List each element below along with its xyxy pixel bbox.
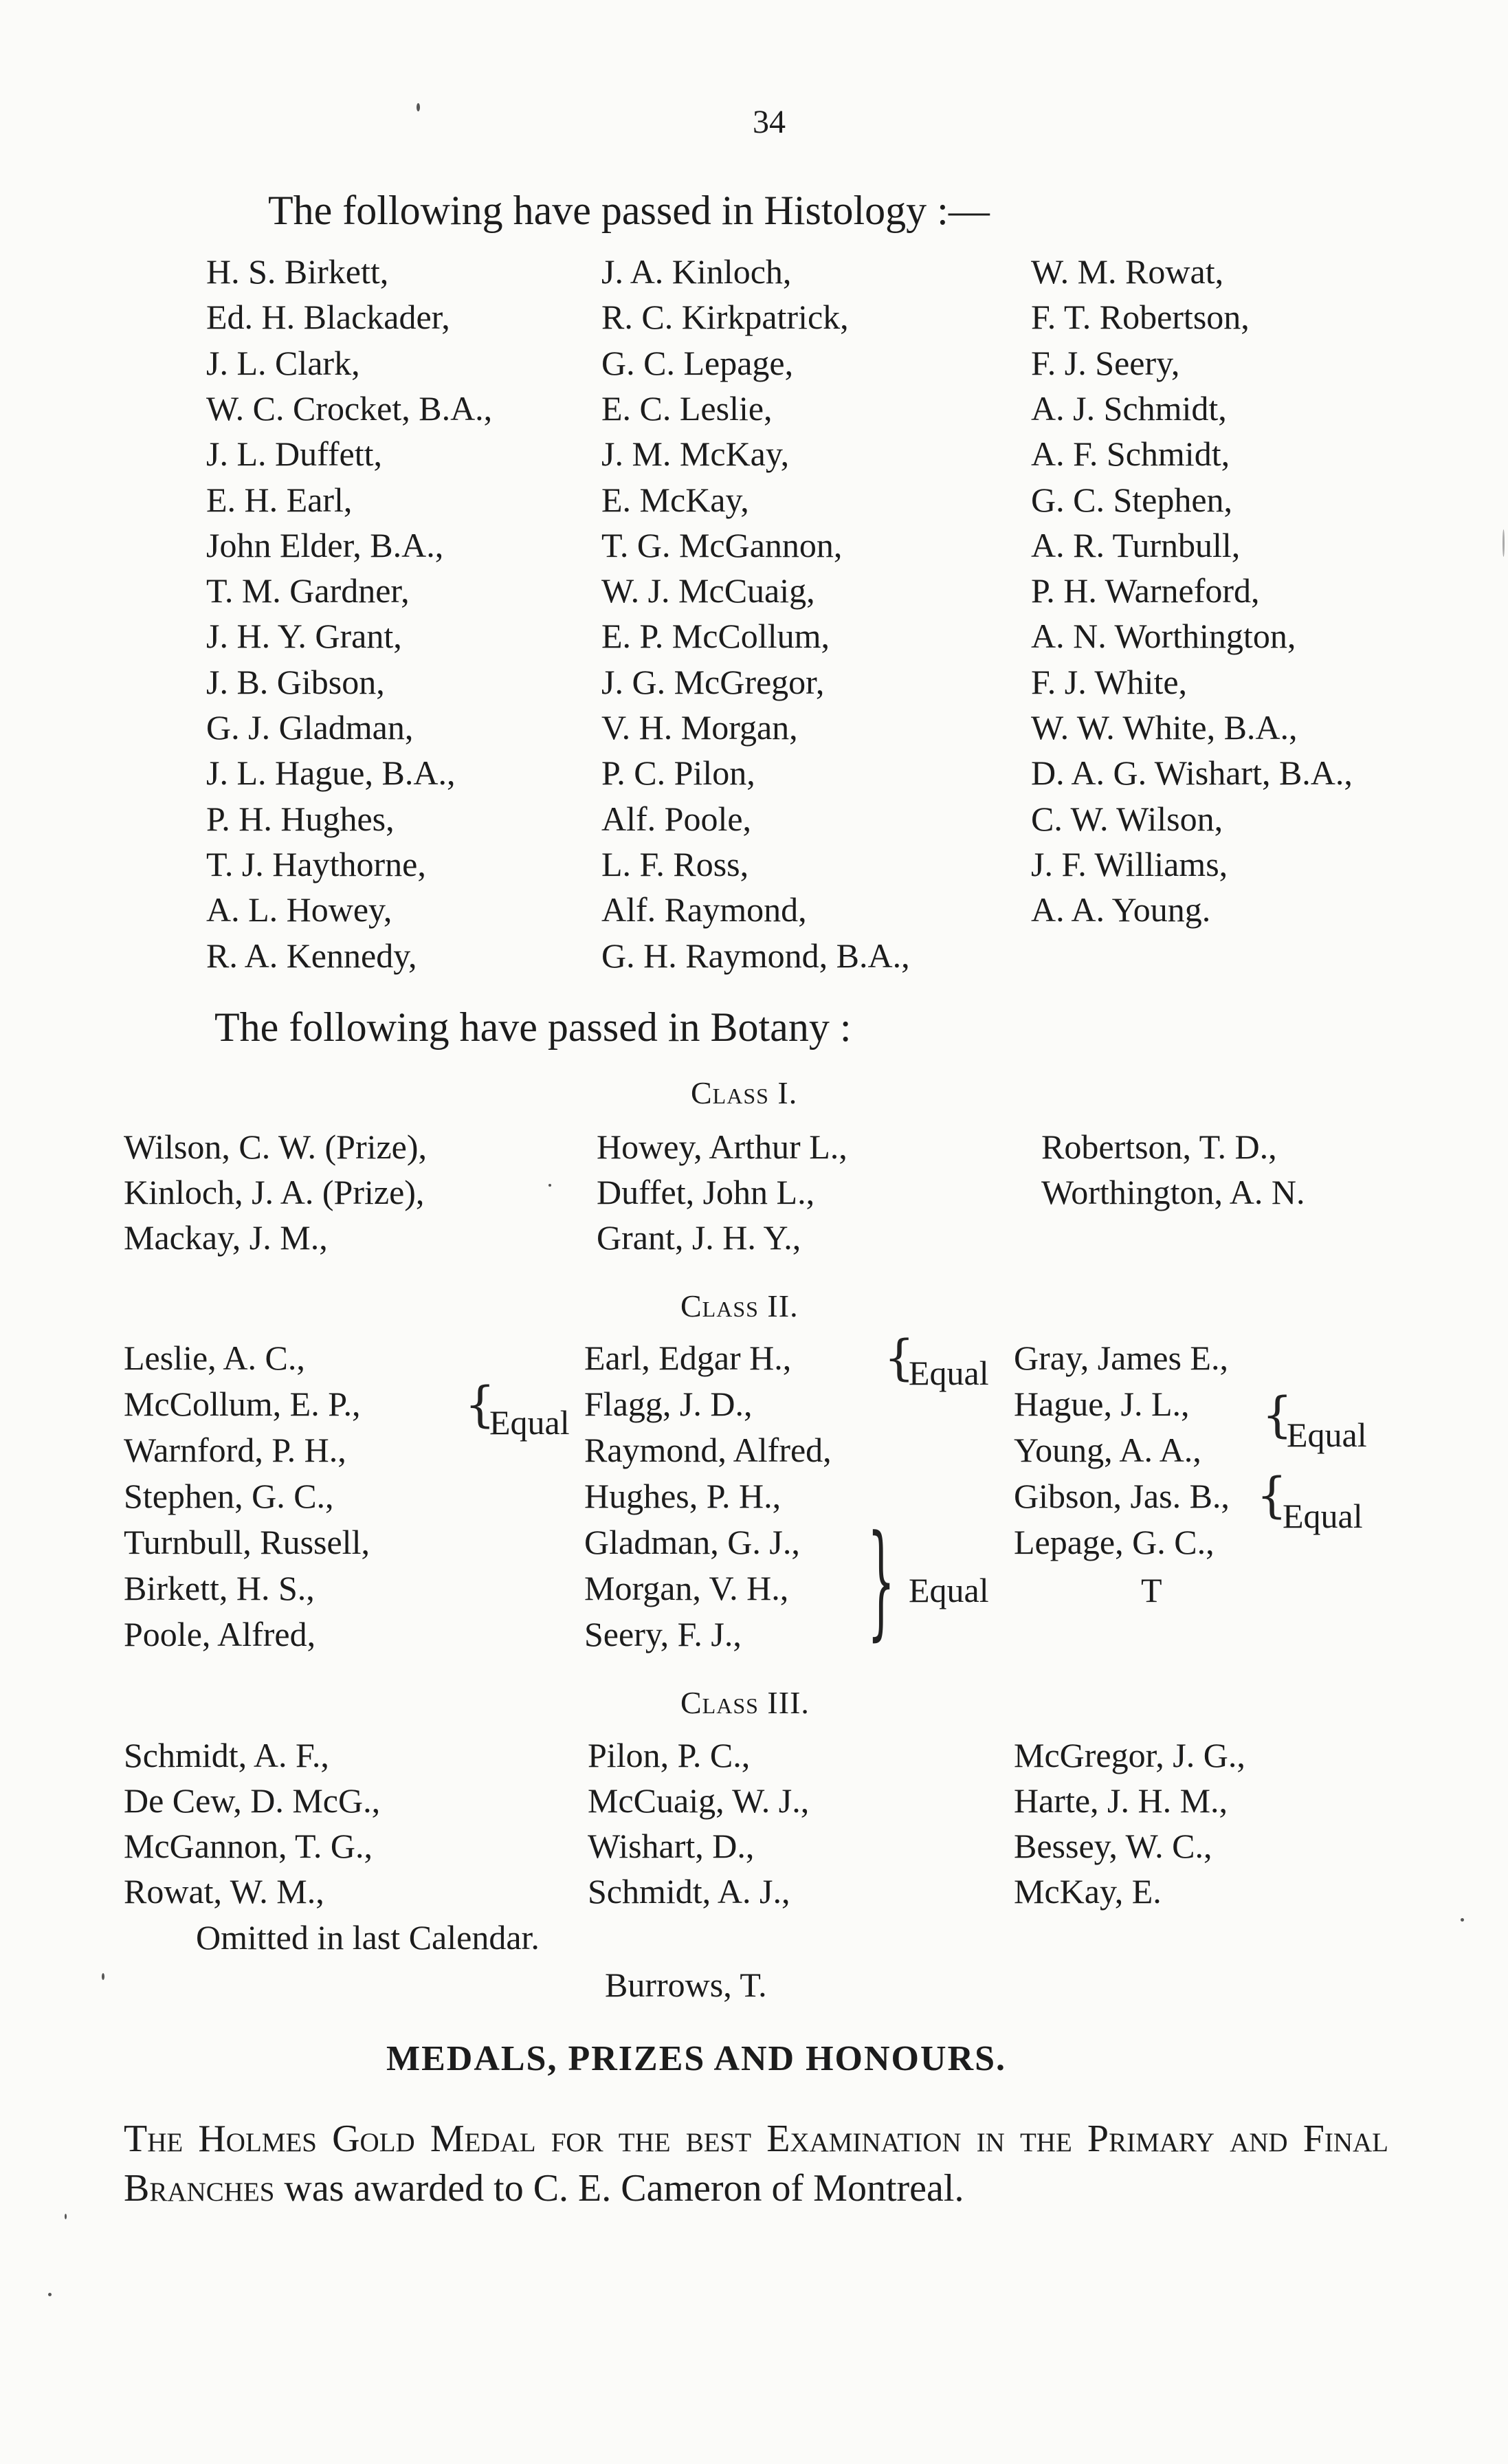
histology-name: A. R. Turnbull, xyxy=(1031,525,1241,564)
histology-name: P. C. Pilon, xyxy=(601,754,755,793)
botany-class-ii-name: Lepage, G. C., xyxy=(1014,1523,1215,1561)
histology-name: J. M. McKay, xyxy=(601,434,790,474)
histology-name: T. G. McGannon, xyxy=(601,525,843,564)
botany-class-iii-name: McKay, E. xyxy=(1014,1872,1162,1911)
histology-name: A. J. Schmidt, xyxy=(1031,388,1227,428)
botany-class-i-name: Kinloch, J. A. (Prize), xyxy=(124,1173,425,1211)
histology-name: W. C. Crocket, B.A., xyxy=(206,388,493,428)
medals-para-rest: was awarded to C. E. Cameron of Montreal. xyxy=(274,2167,964,2210)
botany-class-ii-name: Hague, J. L., xyxy=(1014,1385,1190,1423)
botany-class-ii-name: McCollum, E. P., xyxy=(124,1385,361,1423)
botany-class-iii-name: Bessey, W. C., xyxy=(1014,1827,1212,1865)
botany-class-ii-name: Poole, Alfred, xyxy=(124,1615,316,1653)
histology-name: G. C. Stephen, xyxy=(1031,480,1233,519)
botany-class-iii-name: McCuaig, W. J., xyxy=(588,1781,810,1820)
histology-name: F. J. Seery, xyxy=(1031,343,1180,382)
histology-name: J. H. Y. Grant, xyxy=(206,617,402,656)
histology-name: G. J. Gladman, xyxy=(206,708,414,747)
histology-name: A. L. Howey, xyxy=(206,890,392,930)
omitted-note: Omitted in last Calendar. xyxy=(196,1918,540,1957)
equal-label-4: Equal xyxy=(1283,1497,1363,1535)
botany-class-ii-name: Gladman, G. J., xyxy=(584,1523,800,1561)
brace-left-1: { xyxy=(465,1376,496,1433)
botany-class-ii-name: Raymond, Alfred, xyxy=(584,1431,832,1469)
botany-class-iii-name: McGannon, T. G., xyxy=(124,1827,373,1865)
histology-heading: The following have passed in Histology :— xyxy=(268,188,990,233)
histology-name: J. B. Gibson, xyxy=(206,662,385,701)
medals-para-smallcaps: The Holmes Gold Medal for the best Examination in the Primary and Final Branches xyxy=(124,2118,1388,2210)
botany-class-ii-name: Seery, F. J., xyxy=(584,1615,742,1653)
botany-class-ii-name: Warnford, P. H., xyxy=(124,1431,346,1469)
botany-class-iii-name: Pilon, P. C., xyxy=(588,1736,751,1774)
histology-name: A. A. Young. xyxy=(1031,890,1211,930)
botany-class-iii-name: Wishart, D., xyxy=(588,1827,755,1865)
equal-label-5: Equal xyxy=(909,1571,989,1609)
histology-name: P. H. Hughes, xyxy=(206,799,395,838)
botany-class-ii-name: Morgan, V. H., xyxy=(584,1569,789,1607)
scan-speck xyxy=(417,103,420,111)
botany-class-ii-name: Young, A. A., xyxy=(1014,1431,1201,1469)
scan-speck xyxy=(102,1973,104,1980)
botany-class-ii-name: Gray, James E., xyxy=(1014,1339,1228,1377)
botany-class-i-name: Worthington, A. N. xyxy=(1041,1173,1305,1211)
histology-name: R. C. Kirkpatrick, xyxy=(601,298,849,337)
botany-class-iii-name: Schmidt, A. J., xyxy=(588,1872,790,1911)
histology-name: G. C. Lepage, xyxy=(601,343,794,382)
botany-class-ii-name: Birkett, H. S., xyxy=(124,1569,315,1607)
medals-paragraph xyxy=(124,2114,1388,2213)
histology-name: E. P. McCollum, xyxy=(601,617,830,656)
botany-heading: The following have passed in Botany : xyxy=(214,1004,852,1050)
histology-name: G. H. Raymond, B.A., xyxy=(601,936,910,975)
brace-left-3: { xyxy=(1262,1387,1293,1443)
botany-class-i-name: Mackay, J. M., xyxy=(124,1218,328,1257)
equal-label-3: Equal xyxy=(1287,1416,1367,1454)
histology-name: J. L. Clark, xyxy=(206,343,360,382)
class-i-title: Class I. xyxy=(691,1075,798,1110)
histology-name: J. F. Williams, xyxy=(1031,844,1228,883)
botany-class-i-name: Wilson, C. W. (Prize), xyxy=(124,1128,428,1166)
histology-name: W. J. McCuaig, xyxy=(601,571,815,610)
medals-heading: MEDALS, PRIZES AND HONOURS. xyxy=(386,2039,1007,2078)
brace-tall: } xyxy=(867,1509,896,1653)
scan-speck xyxy=(48,2293,52,2296)
botany-class-iii-name: Rowat, W. M., xyxy=(124,1872,324,1911)
histology-name: John Elder, B.A., xyxy=(206,525,444,564)
botany-class-i-name: Duffet, John L., xyxy=(597,1173,815,1211)
histology-name: A. N. Worthington, xyxy=(1031,617,1296,656)
histology-name: C. W. Wilson, xyxy=(1031,799,1223,838)
histology-name: Alf. Raymond, xyxy=(601,890,807,930)
histology-name: J. L. Hague, B.A., xyxy=(206,754,456,793)
stray-t: T xyxy=(1141,1571,1162,1609)
botany-class-ii-name: Flagg, J. D., xyxy=(584,1385,753,1423)
histology-name: E. C. Leslie, xyxy=(601,388,773,428)
scan-speck xyxy=(1461,1918,1464,1922)
histology-name: P. H. Warneford, xyxy=(1031,571,1260,610)
page-number: 34 xyxy=(753,104,786,140)
histology-name: T. M. Gardner, xyxy=(206,571,410,610)
histology-name: W. W. White, B.A., xyxy=(1031,708,1298,747)
histology-name: L. F. Ross, xyxy=(601,844,749,883)
equal-label-2: Equal xyxy=(909,1354,989,1392)
histology-name: V. H. Morgan, xyxy=(601,708,798,747)
class-ii-title: Class II. xyxy=(680,1288,799,1323)
histology-name: F. J. White, xyxy=(1031,662,1188,701)
botany-class-ii-name: Leslie, A. C., xyxy=(124,1339,305,1377)
botany-class-ii-name: Turnbull, Russell, xyxy=(124,1523,370,1561)
scan-speck xyxy=(1503,529,1505,557)
botany-class-ii-name: Gibson, Jas. B., xyxy=(1014,1477,1230,1515)
botany-class-ii-name: Hughes, P. H., xyxy=(584,1477,781,1515)
equal-label-1: Equal xyxy=(489,1403,570,1442)
histology-name: W. M. Rowat, xyxy=(1031,252,1224,291)
histology-name: Alf. Poole, xyxy=(601,799,752,838)
histology-name: J. G. McGregor, xyxy=(601,662,825,701)
botany-class-iii-name: Schmidt, A. F., xyxy=(124,1736,329,1774)
botany-class-i-name: Robertson, T. D., xyxy=(1041,1128,1277,1166)
histology-name: E. H. Earl, xyxy=(206,480,353,519)
class-iii-title: Class III. xyxy=(680,1685,810,1720)
histology-name: D. A. G. Wishart, B.A., xyxy=(1031,754,1353,793)
histology-name: J. L. Duffett, xyxy=(206,434,382,474)
histology-name: T. J. Haythorne, xyxy=(206,844,426,883)
botany-class-iii-name: McGregor, J. G., xyxy=(1014,1736,1245,1774)
histology-name: H. S. Birkett, xyxy=(206,252,389,291)
brace-left-2: { xyxy=(884,1330,915,1386)
botany-class-iii-name: De Cew, D. McG., xyxy=(124,1781,381,1820)
histology-name: F. T. Robertson, xyxy=(1031,298,1250,337)
histology-name: E. McKay, xyxy=(601,480,749,519)
botany-class-i-name: Grant, J. H. Y., xyxy=(597,1218,801,1257)
histology-name: Ed. H. Blackader, xyxy=(206,298,450,337)
brace-left-4: { xyxy=(1256,1467,1287,1524)
scan-speck xyxy=(548,1184,551,1187)
scan-speck xyxy=(65,2214,67,2219)
botany-class-ii-name: Earl, Edgar H., xyxy=(584,1339,792,1377)
histology-name: R. A. Kennedy, xyxy=(206,936,417,975)
histology-name: A. F. Schmidt, xyxy=(1031,434,1230,474)
histology-name: J. A. Kinloch, xyxy=(601,252,792,291)
botany-class-i-name: Howey, Arthur L., xyxy=(597,1128,847,1166)
botany-class-iii-name: Harte, J. H. M., xyxy=(1014,1781,1228,1820)
omitted-name: Burrows, T. xyxy=(605,1966,767,2004)
botany-class-ii-name: Stephen, G. C., xyxy=(124,1477,334,1515)
